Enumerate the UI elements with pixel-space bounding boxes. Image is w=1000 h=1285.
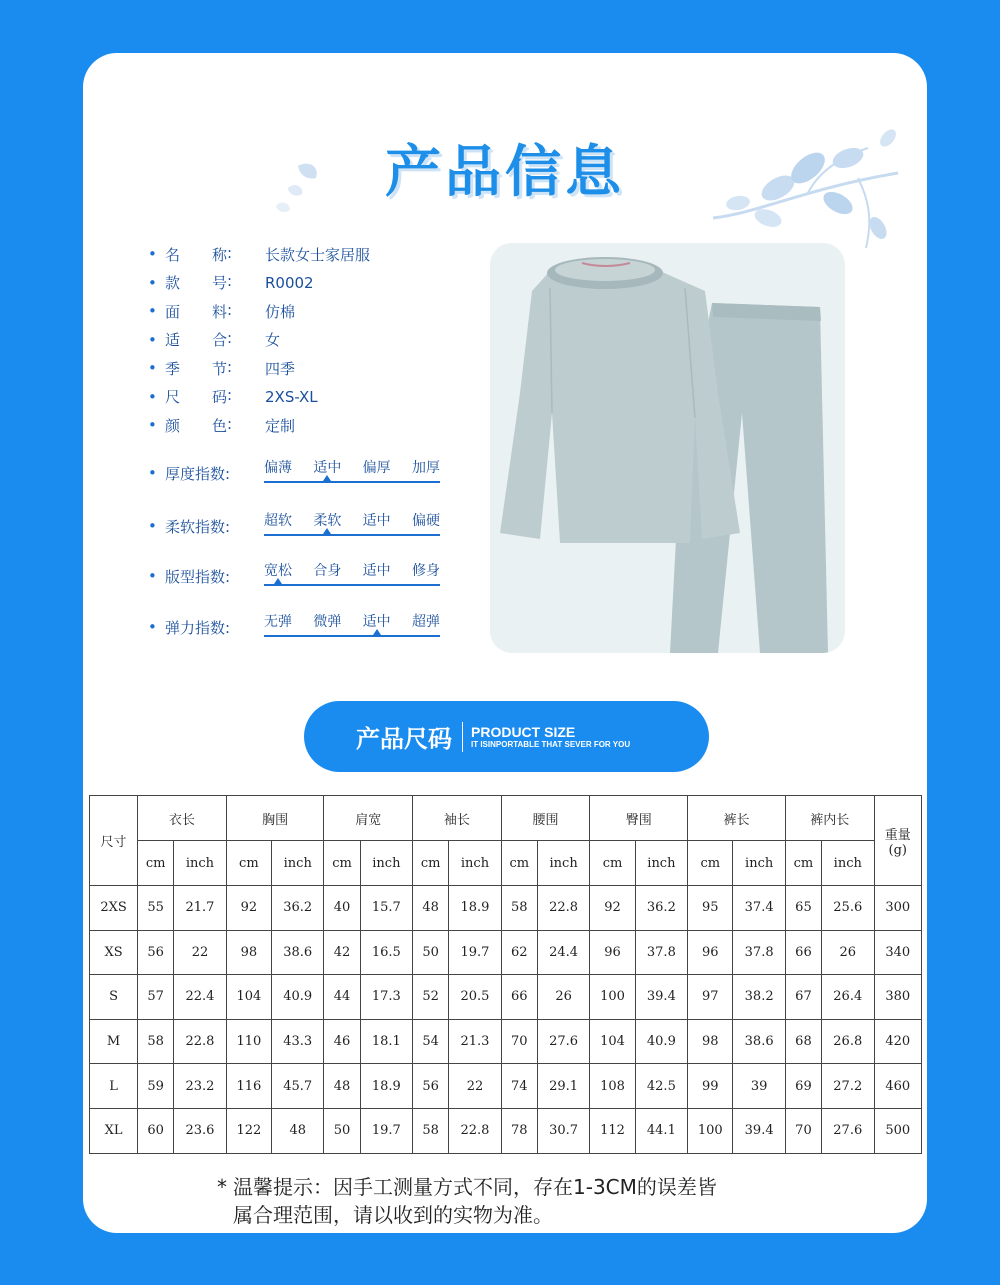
table-cell: 26.4 — [822, 975, 875, 1020]
measurement-note — [217, 1173, 717, 1229]
attr-row-season — [148, 354, 370, 383]
table-cell: 112 — [590, 1108, 635, 1153]
table-cell: 58 — [138, 1019, 174, 1064]
table-cell: 92 — [226, 886, 271, 931]
attr-label-char: 合 — [211, 331, 227, 350]
bullet-icon: • — [148, 416, 157, 435]
index-label: 厚度指数: — [165, 464, 231, 483]
colon: : — [227, 243, 233, 262]
colon: : — [227, 386, 233, 405]
index-label: 弹力指数: — [165, 618, 231, 637]
size-header: 尺寸 — [90, 796, 138, 886]
table-cell: 69 — [785, 1064, 821, 1109]
table-cell: 40.9 — [635, 1019, 688, 1064]
table-cell: 57 — [138, 975, 174, 1020]
bullet-icon: • — [148, 567, 157, 585]
table-cell: 500 — [874, 1108, 921, 1153]
index-option: 无弹 — [264, 614, 292, 630]
unit-header: cm — [785, 841, 821, 886]
table-row — [90, 975, 922, 1020]
attr-label-char: 尺 — [165, 388, 181, 407]
table-cell: 27.2 — [822, 1064, 875, 1109]
index-marker-icon — [274, 578, 282, 584]
table-cell: 104 — [226, 975, 271, 1020]
size-table — [89, 795, 922, 1154]
table-row — [90, 930, 922, 975]
table-cell: 96 — [688, 930, 733, 975]
attr-label-char: 码 — [211, 388, 227, 407]
unit-header: cm — [138, 841, 174, 886]
index-option: 微弹 — [313, 614, 342, 630]
attr-label-char: 色 — [211, 416, 227, 435]
attr-label-char: 款 — [165, 274, 181, 293]
attr-value: 2XS-XL — [265, 387, 318, 406]
table-cell: 50 — [324, 1108, 360, 1153]
table-cell: 58 — [501, 886, 537, 931]
table-cell: 24.4 — [537, 930, 590, 975]
table-cell: 48 — [324, 1064, 360, 1109]
colon: : — [227, 414, 233, 433]
index-scale — [264, 510, 440, 542]
table-cell: 39.4 — [635, 975, 688, 1020]
table-cell: 60 — [138, 1108, 174, 1153]
size-banner-en-title: PRODUCT SIZE — [471, 724, 576, 740]
pajama-set-illustration-icon — [490, 243, 845, 653]
table-cell: 26 — [537, 975, 590, 1020]
bullet-icon: • — [148, 245, 157, 264]
table-cell: 38.6 — [271, 930, 324, 975]
colon: : — [227, 300, 233, 319]
attr-label-char: 料 — [211, 302, 227, 321]
table-cell: 29.1 — [537, 1064, 590, 1109]
note-text-1: 温馨提示：因手工测量方式不同，存在1-3CM的误差皆 — [233, 1175, 717, 1199]
table-cell: 30.7 — [537, 1108, 590, 1153]
table-cell: 50 — [413, 930, 449, 975]
size-cell: L — [90, 1064, 138, 1109]
table-cell: 65 — [785, 886, 821, 931]
table-cell: 38.2 — [733, 975, 786, 1020]
index-option: 加厚 — [411, 460, 440, 476]
table-cell: 18.9 — [449, 886, 502, 931]
table-cell: 100 — [688, 1108, 733, 1153]
table-cell: 37.4 — [733, 886, 786, 931]
table-cell: 27.6 — [822, 1108, 875, 1153]
index-option: 适中 — [313, 460, 342, 476]
table-cell: 21.3 — [449, 1019, 502, 1064]
table-row — [90, 1108, 922, 1153]
weight-header-unit: (g) — [888, 842, 907, 858]
table-cell: 92 — [590, 886, 635, 931]
colon: : — [227, 272, 233, 291]
table-cell: 42 — [324, 930, 360, 975]
table-cell: 39 — [733, 1064, 786, 1109]
attr-value: 四季 — [265, 359, 296, 378]
unit-header: inch — [360, 841, 413, 886]
bullet-icon: • — [148, 618, 157, 636]
table-cell: 78 — [501, 1108, 537, 1153]
table-cell: 20.5 — [449, 975, 502, 1020]
table-cell: 300 — [874, 886, 921, 931]
index-option: 合身 — [313, 563, 342, 579]
unit-header: inch — [271, 841, 324, 886]
table-cell: 98 — [226, 930, 271, 975]
bullet-icon: • — [148, 330, 157, 349]
leaf-decoration-left-icon — [268, 158, 328, 218]
table-cell: 58 — [413, 1108, 449, 1153]
unit-header: inch — [822, 841, 875, 886]
table-cell: 74 — [501, 1064, 537, 1109]
table-cell: 66 — [785, 930, 821, 975]
index-option: 偏硬 — [411, 513, 440, 529]
table-cell: 39.4 — [733, 1108, 786, 1153]
unit-header: inch — [174, 841, 227, 886]
index-scale — [264, 611, 440, 643]
table-cell: 68 — [785, 1019, 821, 1064]
table-cell: 97 — [688, 975, 733, 1020]
table-cell: 99 — [688, 1064, 733, 1109]
table-cell: 36.2 — [271, 886, 324, 931]
index-marker-icon — [323, 475, 331, 481]
index-thickness — [148, 457, 440, 489]
table-cell: 380 — [874, 975, 921, 1020]
table-cell: 27.6 — [537, 1019, 590, 1064]
index-softness — [148, 510, 440, 542]
index-label: 版型指数: — [165, 567, 231, 586]
product-info-card — [83, 53, 927, 1233]
table-cell: 40.9 — [271, 975, 324, 1020]
group-header: 袖长 — [413, 796, 502, 841]
unit-header: cm — [324, 841, 360, 886]
attr-label-char: 节 — [211, 359, 227, 378]
attr-row-style-no — [148, 269, 370, 298]
size-banner-title: 产品尺码 — [356, 725, 452, 753]
table-row — [90, 1019, 922, 1064]
index-option: 适中 — [362, 563, 391, 579]
unit-header: cm — [590, 841, 635, 886]
table-cell: 44 — [324, 975, 360, 1020]
table-cell: 95 — [688, 886, 733, 931]
table-cell: 59 — [138, 1064, 174, 1109]
attr-row-suitable — [148, 326, 370, 355]
table-cell: 62 — [501, 930, 537, 975]
table-cell: 67 — [785, 975, 821, 1020]
table-cell: 45.7 — [271, 1064, 324, 1109]
bullet-icon: • — [148, 464, 157, 482]
table-cell: 23.6 — [174, 1108, 227, 1153]
size-cell: S — [90, 975, 138, 1020]
attr-value: 长款女士家居服 — [265, 245, 371, 264]
group-header: 臀围 — [590, 796, 688, 841]
unit-header: inch — [537, 841, 590, 886]
table-cell: 21.7 — [174, 886, 227, 931]
attr-label-char: 称 — [211, 245, 227, 264]
index-option: 适中 — [362, 513, 391, 529]
table-cell: 96 — [590, 930, 635, 975]
group-header: 腰围 — [501, 796, 590, 841]
page-title: 产品信息 — [385, 140, 625, 205]
attr-label-char: 号 — [211, 274, 227, 293]
bullet-icon: • — [148, 359, 157, 378]
index-marker-icon — [323, 528, 331, 534]
attr-value: R0002 — [265, 273, 314, 292]
size-table-unit-row — [90, 841, 922, 886]
attr-row-fabric — [148, 297, 370, 326]
index-option: 修身 — [411, 563, 440, 579]
table-cell: 52 — [413, 975, 449, 1020]
table-cell: 122 — [226, 1108, 271, 1153]
table-cell: 15.7 — [360, 886, 413, 931]
table-cell: 66 — [501, 975, 537, 1020]
table-cell: 56 — [138, 930, 174, 975]
table-cell: 70 — [501, 1019, 537, 1064]
table-row — [90, 1064, 922, 1109]
bullet-icon: • — [148, 517, 157, 535]
unit-header: cm — [688, 841, 733, 886]
banner-divider — [462, 722, 463, 752]
colon: : — [227, 329, 233, 348]
index-elasticity — [148, 611, 440, 643]
index-line — [264, 635, 440, 637]
table-cell: 22.8 — [174, 1019, 227, 1064]
note-text-2: 属合理范围，请以收到的实物为准。 — [233, 1203, 553, 1227]
table-cell: 100 — [590, 975, 635, 1020]
unit-header: inch — [635, 841, 688, 886]
index-line — [264, 534, 440, 536]
table-cell: 38.6 — [733, 1019, 786, 1064]
table-cell: 46 — [324, 1019, 360, 1064]
bullet-icon: • — [148, 302, 157, 321]
table-cell: 23.2 — [174, 1064, 227, 1109]
unit-header: inch — [733, 841, 786, 886]
attr-row-size — [148, 383, 370, 412]
attr-label-char: 名 — [165, 245, 181, 264]
table-cell: 16.5 — [360, 930, 413, 975]
table-cell: 460 — [874, 1064, 921, 1109]
attr-label-char: 颜 — [165, 416, 181, 435]
table-cell: 56 — [413, 1064, 449, 1109]
index-option: 适中 — [362, 614, 391, 630]
colon: : — [227, 357, 233, 376]
table-cell: 110 — [226, 1019, 271, 1064]
index-option: 超软 — [264, 513, 292, 529]
attr-value: 仿棉 — [265, 302, 296, 321]
table-cell: 42.5 — [635, 1064, 688, 1109]
size-banner-en-sub: IT ISINPORTABLE THAT SEVER FOR YOU — [471, 740, 631, 749]
index-scale — [264, 560, 440, 592]
table-cell: 48 — [413, 886, 449, 931]
size-cell: XL — [90, 1108, 138, 1153]
index-line — [264, 584, 440, 586]
index-option: 超弹 — [411, 614, 440, 630]
size-cell: XS — [90, 930, 138, 975]
attr-row-name — [148, 240, 370, 269]
table-row — [90, 886, 922, 931]
attr-row-color — [148, 411, 370, 440]
table-cell: 98 — [688, 1019, 733, 1064]
index-scale — [264, 457, 440, 489]
table-cell: 18.9 — [360, 1064, 413, 1109]
attr-value: 女 — [265, 331, 281, 350]
table-cell: 22.4 — [174, 975, 227, 1020]
attr-label-char: 季 — [165, 359, 181, 378]
size-table-header-row — [90, 796, 922, 841]
table-cell: 54 — [413, 1019, 449, 1064]
table-cell: 36.2 — [635, 886, 688, 931]
size-table-body — [90, 886, 922, 1154]
table-cell: 18.1 — [360, 1019, 413, 1064]
unit-header: cm — [226, 841, 271, 886]
size-cell: M — [90, 1019, 138, 1064]
size-banner-en — [471, 724, 630, 749]
table-cell: 17.3 — [360, 975, 413, 1020]
attr-label-char: 面 — [165, 302, 181, 321]
table-cell: 37.8 — [733, 930, 786, 975]
table-cell: 44.1 — [635, 1108, 688, 1153]
index-marker-icon — [373, 629, 381, 635]
table-cell: 22 — [449, 1064, 502, 1109]
index-fit — [148, 560, 440, 592]
index-option: 偏薄 — [264, 460, 292, 476]
table-cell: 70 — [785, 1108, 821, 1153]
table-cell: 37.8 — [635, 930, 688, 975]
asterisk: * — [217, 1175, 227, 1199]
bullet-icon: • — [148, 273, 157, 292]
table-cell: 55 — [138, 886, 174, 931]
index-label: 柔软指数: — [165, 517, 231, 536]
weight-header — [874, 796, 921, 886]
table-cell: 340 — [874, 930, 921, 975]
note-line-1 — [217, 1173, 717, 1201]
table-cell: 19.7 — [449, 930, 502, 975]
product-image — [490, 243, 845, 653]
attr-label-char: 适 — [165, 331, 181, 350]
table-cell: 19.7 — [360, 1108, 413, 1153]
group-header: 裤内长 — [785, 796, 874, 841]
size-section-banner — [304, 701, 709, 772]
table-cell: 116 — [226, 1064, 271, 1109]
table-cell: 22 — [174, 930, 227, 975]
group-header: 肩宽 — [324, 796, 413, 841]
unit-header: cm — [501, 841, 537, 886]
group-header: 胸围 — [226, 796, 324, 841]
table-cell: 22.8 — [449, 1108, 502, 1153]
unit-header: inch — [449, 841, 502, 886]
index-option: 柔软 — [313, 513, 342, 529]
product-attributes — [148, 240, 370, 440]
attr-value: 定制 — [265, 416, 296, 435]
size-cell: 2XS — [90, 886, 138, 931]
index-option: 偏厚 — [362, 460, 391, 476]
table-cell: 25.6 — [822, 886, 875, 931]
group-header: 裤长 — [688, 796, 786, 841]
bullet-icon: • — [148, 387, 157, 406]
table-cell: 26 — [822, 930, 875, 975]
unit-header: cm — [413, 841, 449, 886]
table-cell: 43.3 — [271, 1019, 324, 1064]
table-cell: 22.8 — [537, 886, 590, 931]
table-cell: 108 — [590, 1064, 635, 1109]
weight-header-label: 重量 — [884, 827, 911, 843]
table-cell: 26.8 — [822, 1019, 875, 1064]
table-cell: 40 — [324, 886, 360, 931]
index-line — [264, 481, 440, 483]
table-cell: 104 — [590, 1019, 635, 1064]
index-option: 宽松 — [264, 563, 292, 579]
table-cell: 420 — [874, 1019, 921, 1064]
table-cell: 48 — [271, 1108, 324, 1153]
group-header: 衣长 — [138, 796, 227, 841]
